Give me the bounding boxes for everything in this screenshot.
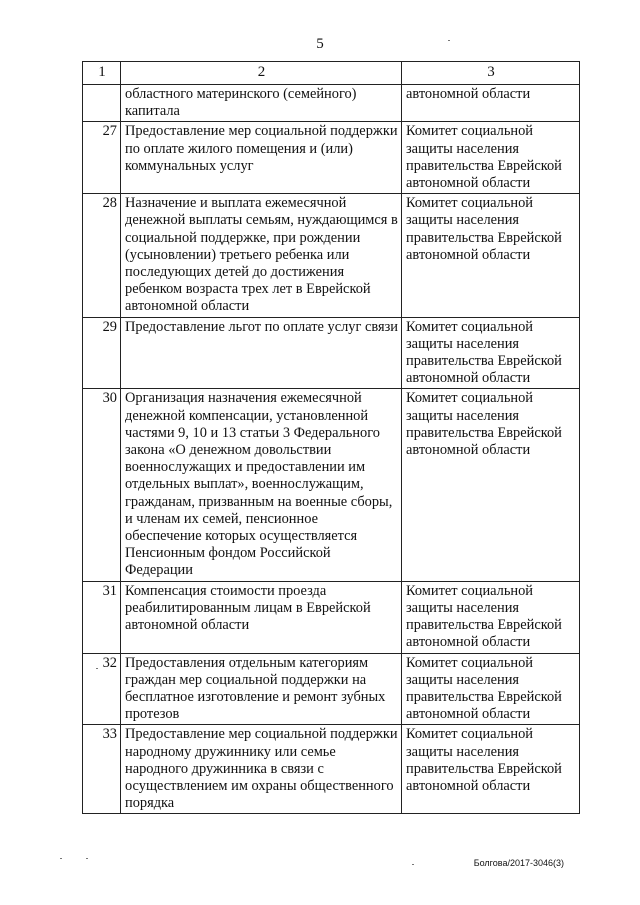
document-footer-code: Болгова/2017-3046(3): [473, 858, 564, 868]
table-row: [83, 653, 580, 725]
header-col-2: 2: [121, 62, 402, 85]
scan-speck: [86, 858, 88, 859]
table-row: [83, 122, 580, 194]
service-name: Назначение и выплата ежемесячной денежной выплаты семьям, нуждающимся в социальной поддержке, при рождении (усыновлении) третьего ребенка или последующих детей до достижения ребенком возраста трех лет в Еврейской автономной области: [121, 194, 402, 317]
row-number: 29: [83, 317, 121, 389]
scan-speck: [96, 668, 98, 669]
row-number: 30: [83, 389, 121, 581]
row-number: [83, 85, 121, 122]
service-name: Предоставление мер социальной поддержки народному дружиннику или семье народного дружинника в связи с осуществлением им охраны общественного порядка: [121, 725, 402, 814]
service-name: Предоставления отдельным категориям граждан мер социальной поддержки на бесплатное изготовление и ремонт зубных протезов: [121, 653, 402, 725]
responsible-body: Комитет социальной защиты населения правительства Еврейской автономной области: [402, 317, 580, 389]
table-row: [83, 317, 580, 389]
row-number: 28: [83, 194, 121, 317]
responsible-body: Комитет социальной защиты населения правительства Еврейской автономной области: [402, 194, 580, 317]
responsible-body: Комитет социальной защиты населения правительства Еврейской автономной области: [402, 389, 580, 581]
table-header-row: [83, 62, 580, 85]
row-number: 31: [83, 581, 121, 653]
responsible-body: Комитет социальной защиты населения правительства Еврейской автономной области: [402, 725, 580, 814]
service-name: Предоставление мер социальной поддержки по оплате жилого помещения и (или) коммунальных услуг: [121, 122, 402, 194]
header-col-3: 3: [402, 62, 580, 85]
scan-speck: [412, 864, 414, 865]
service-name: Компенсация стоимости проезда реабилитированным лицам в Еврейской автономной области: [121, 581, 402, 653]
service-name: Предоставление льгот по оплате услуг связи: [121, 317, 402, 389]
header-col-1: 1: [83, 62, 121, 85]
scan-speck: [448, 40, 450, 41]
table-row: [83, 389, 580, 581]
page-number: 5: [316, 36, 324, 52]
service-name: областного материнского (семейного) капитала: [121, 85, 402, 122]
services-table: [82, 61, 580, 814]
responsible-body: Комитет социальной защиты населения правительства Еврейской автономной области: [402, 653, 580, 725]
row-number: 27: [83, 122, 121, 194]
row-number: 33: [83, 725, 121, 814]
responsible-body: автономной области: [402, 85, 580, 122]
service-name: Организация назначения ежемесячной денежной компенсации, установленной частями 9, 10 и 13 статьи 3 Федерального закона «О денежном довольствии военнослужащих и предоставлении им отдельных выплат», военнослужащим, гражданам, призванным на военные сборы, и членам их семей, пенсионное обеспечение которых осуществляется Пенсионным фондом Российской Федерации: [121, 389, 402, 581]
table-row: [83, 194, 580, 317]
responsible-body: Комитет социальной защиты населения правительства Еврейской автономной области: [402, 122, 580, 194]
table-row: [83, 581, 580, 653]
row-number: 32: [83, 653, 121, 725]
table-row: [83, 85, 580, 122]
table-row: [83, 725, 580, 814]
responsible-body: Комитет социальной защиты населения правительства Еврейской автономной области: [402, 581, 580, 653]
scan-speck: [60, 858, 62, 859]
